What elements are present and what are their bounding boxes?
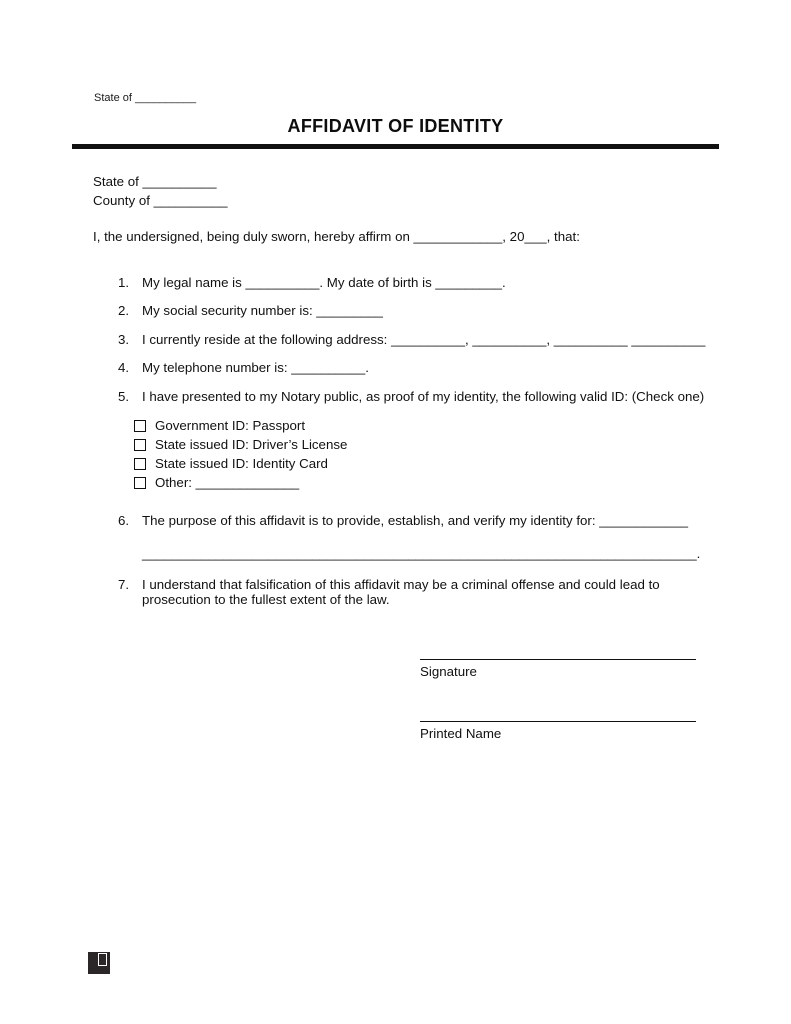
item-text: [142, 513, 719, 561]
checkbox-row-drivers-license: [134, 435, 719, 454]
intro-paragraph: I, the undersigned, being duly sworn, hereby affirm on ____________, 20___, that:: [93, 229, 580, 244]
legal-templates-logo-icon: [88, 952, 110, 974]
checkbox-label: State issued ID: Identity Card: [155, 455, 328, 471]
venue-block: [93, 172, 228, 210]
list-item-legal-name: [118, 275, 719, 290]
state-of-line: State of __________: [93, 174, 217, 189]
list-item-purpose: [118, 513, 719, 561]
item-text: I currently reside at the following address: __________, __________, __________ __________: [142, 331, 706, 347]
checkbox-row-identity-card: [134, 454, 719, 473]
signature-line: [420, 659, 696, 660]
checkbox-label: State issued ID: Driver’s License: [155, 436, 348, 452]
checkbox-other[interactable]: [134, 477, 146, 489]
item-number: 2.: [118, 303, 130, 319]
purpose-blank-line: ___________________________________________________________________________.: [142, 545, 701, 561]
printed-name-label: Printed Name: [420, 726, 502, 742]
item-text: I have presented to my Notary public, as proof of my identity, the following valid ID: (Check one): [142, 388, 705, 404]
item-number: 7.: [118, 576, 130, 592]
numbered-list: [118, 275, 719, 621]
item-text: My legal name is __________. My date of birth is _________.: [142, 275, 506, 290]
item-number: 3.: [118, 331, 130, 347]
checkbox-drivers-license[interactable]: [134, 439, 146, 451]
checkbox-government-id[interactable]: [134, 420, 146, 432]
list-item-address: [118, 332, 719, 347]
item-number: 6.: [118, 513, 130, 529]
item-number: 1.: [118, 275, 130, 290]
checkbox-row-other: [134, 473, 719, 492]
id-checkbox-group: [134, 416, 719, 492]
page-title: AFFIDAVIT OF IDENTITY: [287, 116, 504, 136]
checkbox-identity-card[interactable]: [134, 458, 146, 470]
logo-inner-shape: [98, 953, 107, 966]
item-text: My telephone number is: __________.: [142, 360, 369, 376]
county-of-line: County of __________: [93, 193, 228, 208]
signature-spacer: [420, 679, 696, 721]
list-item-falsification: [118, 577, 719, 608]
item-number: 5.: [118, 388, 130, 404]
title-divider: [72, 144, 719, 149]
list-item-valid-id: [118, 389, 719, 404]
checkbox-label: Other: ______________: [155, 474, 300, 490]
item-text: I understand that falsification of this affidavit may be a criminal offense and could lead to prosecution to the fullest extent of the law.: [142, 576, 660, 608]
checkbox-label: Government ID: Passport: [155, 417, 306, 433]
signature-block: [420, 659, 696, 742]
checkbox-row-government-id: [134, 416, 719, 435]
item-number: 4.: [118, 360, 130, 376]
list-item-ssn: [118, 303, 719, 318]
purpose-text: The purpose of this affidavit is to provide, establish, and verify my identity for: ____________: [142, 513, 688, 529]
printed-name-line: [420, 721, 696, 722]
item-text: My social security number is: _________: [142, 303, 383, 319]
state-of-top: State of __________: [94, 92, 197, 104]
list-item-telephone: [118, 360, 719, 375]
signature-label: Signature: [420, 664, 477, 679]
